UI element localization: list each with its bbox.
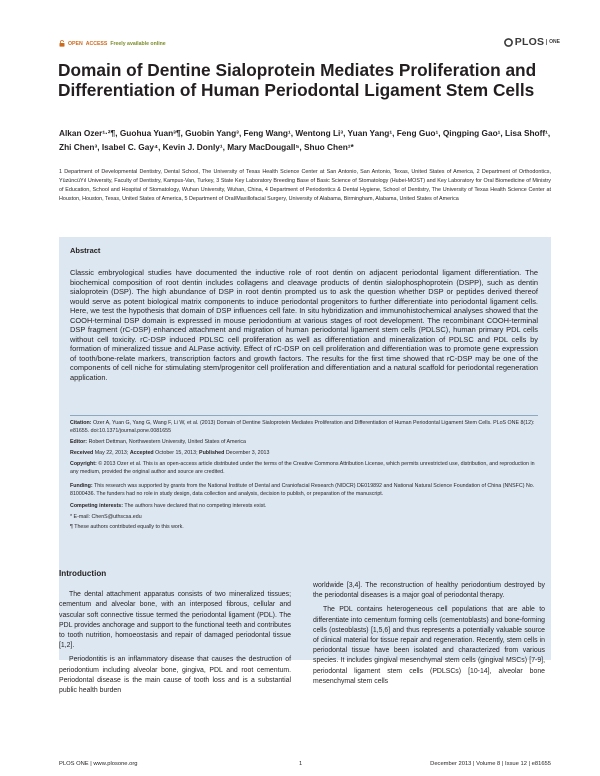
intro-paragraph-3: worldwide [3,4]. The reconstruction of healthy periodontium destroyed by the periodontal diseases is a major goal of periodontal therapy. (313, 582, 545, 600)
freely-available-label: Freely available online (110, 40, 166, 47)
copyright-line (70, 461, 538, 477)
article-title: Domain of Dentine Sialoprotein Mediates Proliferation and Differentiation of Human Periodontal Ligament Stem Cells (58, 60, 537, 100)
one-wordmark: ONE (546, 39, 560, 45)
access-label: ACCESS (85, 40, 108, 47)
open-label: OPEN (68, 40, 83, 47)
published-date: December 3, 2013 (225, 450, 270, 456)
author-list: Alkan Ozer¹·²¶, Guohua Yuan³¶, Guobin Yang³, Feng Wang¹, Wentong Li³, Yuan Yang¹, Feng Guo¹, Qingping Gao¹, Lisa Shoff¹, Zhi Chen³, Isabel C. Gay⁴, Kevin J. Donly¹, Mary MacDougall⁵, Shuo Chen¹* (59, 128, 551, 152)
page-number: 1 (299, 761, 303, 767)
plos-one-logo[interactable] (504, 36, 560, 48)
published-label: Published (199, 450, 225, 456)
intro-paragraph-4: The PDL contains heterogeneous cell populations that are able to differentiate into cementum forming cells (cementoblasts) and bone-forming cells (osteoblasts) [1,5,6] and thus represents a potentially valuable source of clinical material for tissue repair and regeneration. Recently, stem cells in periodontal tissue have been isolated and characterized from various species. It includes gingival mesenchymal stem cells (gingival MSCs) [7-9], periodontal ligament stem cells (PDLSCs) [10-14], alveolar bone mesenchymal stem cells (313, 606, 545, 685)
editor-text: Robert Dettman, Northwestern University, United States of America (88, 439, 246, 445)
body-column-right (313, 581, 545, 691)
editor-line (70, 439, 538, 447)
accepted-label: Accepted (129, 450, 154, 456)
abstract-divider (70, 415, 538, 416)
open-access-badge[interactable] (59, 40, 166, 47)
received-label: Received (70, 450, 94, 456)
citation-text: Ozer A, Yuan G, Yang G, Wang F, Li W, et al. (2013) Domain of Dentine Sialoprotein Mediates Proliferation and Differentiation of Human Periodontal Ligament Stem Cells. PLoS ONE 8(12): e81655. doi:10.1371/journal.pone.0081655 (70, 420, 535, 434)
email-link[interactable]: ChenS@uthscsa.edu (91, 514, 142, 520)
abstract-text: Classic embryological studies have documented the inductive role of root dentin on adjacent periodontal ligament differentiation. The biochemical composition of root dentin includes collagens and cleavage products of dentin sialophosphoprotein (DSPP), such as dentin sialoprotein (DSP). The high abundance of DSP in root dentin prompted us to ask the question whether DSP or peptides derived thereof would serve as potent biological matrix components to induce periodontal progenitors to further differentiate into periodontal ligament cells. Here, we test the hypothesis that domain of DSP influences cell fate. In situ hybridization and immunohistochemical analyses showed that the COOH-terminal DSP domain is expressed in mouse periodontium at various stages of root development. The recombinant COOH-terminal DSP fragment (rC-DSP) enhanced attachment and migration of human periodontal ligament stem cells (PDLSC), human primary PDL cells without cell toxicity. rC-DSP induced PDLSC cell proliferation as well as differentiation and mineralization of PDLSC and PDL cells by formation of mineralized tissue and ALPase activity. Effect of rC-DSP on cell proliferation and differentiation was to promote gene expression of tooth/bone-relate markers, transcription factors and growth factors. The results for the first time showed that rC-DSP may be one of the components of cell niche for stimulating stem/progenitor cell proliferation and differentiation and a natural scaffold for periodontal regeneration application. (70, 268, 538, 382)
abstract-heading: Abstract (70, 246, 101, 255)
citation-line (70, 420, 538, 436)
footer-issue: December 2013 | Volume 8 | Issue 12 | e81655 (430, 761, 551, 767)
funding-text: This research was supported by grants from the National Institute of Dental and Craniofacial Research (NIDCR) DE019892 and National Natural Science Foundation of China (NNSFC) No. 81000436. The funders had no role in study design, data collection and analysis, decision to publish, or preparation of the manuscript. (70, 483, 535, 497)
funding-label: Funding: (70, 483, 93, 489)
competing-interests-line (70, 503, 538, 511)
dates-line (70, 450, 538, 458)
plos-logo-icon (504, 38, 513, 47)
equal-contribution-note: ¶ These authors contributed equally to this work. (70, 524, 184, 530)
citation-label: Citation: (70, 420, 92, 426)
intro-paragraph-2: Periodontitis is an inflammatory disease that causes the destruction of periodontium including alveolar bone, gingiva, PDL and root cementum. Periodontal disease is the main cause of tooth loss and is a substantial public health burden (59, 656, 291, 695)
footer-journal[interactable]: PLOS ONE | www.plosone.org (59, 761, 138, 767)
journal-header (59, 36, 560, 50)
competing-text: The authors have declared that no competing interests exist. (124, 503, 267, 509)
copyright-text: © 2013 Ozer et al. This is an open-access article distributed under the terms of the Creative Commons Attribution License, which permits unrestricted use, distribution, and reproduction in any medium, provided the original author and source are credited. (70, 461, 535, 475)
accepted-date: October 15, 2013; (155, 450, 198, 456)
competing-label: Competing interests: (70, 503, 123, 509)
open-lock-icon (59, 40, 65, 47)
affiliations: 1 Department of Developmental Dentistry, Dental School, The University of Texas Health Science Center at San Antonio, San Antonio, Texas, United States of America, 2 Department of Orthodontics, YüzüncüYıl University, Faculty of Dentistry, Kampus-Van, Turkey, 3 State Key Laboratory Breeding Base of Basic Science of Stomatology (Hubei-MOST) and Key Laboratory for Oral Biomedicine of Ministry of Education, School and Hospital of Stomatology, Wuhan University, Wuhan, China, 4 Department of Periodontics & Dental Hygiene, School of Dentistry, The University of Texas Health Science Center at Houston, Houston, Texas, United States of America, 5 Department of Oral/Maxillofacial Surgery, University of Alabama, Birmingham, Alabama, United States of America (59, 169, 551, 202)
received-date: May 22, 2013; (94, 450, 129, 456)
plos-wordmark: PLOS (514, 36, 545, 48)
funding-line (70, 483, 538, 499)
copyright-label: Copyright: (70, 461, 97, 467)
email-line (70, 514, 538, 522)
editor-label: Editor: (70, 439, 88, 445)
email-label: * E-mail: (70, 514, 91, 520)
introduction-heading: Introduction (59, 569, 107, 578)
intro-paragraph-1: The dental attachment apparatus consists of two mineralized tissues; cementum and alveolar bone, with an interposed fibrous, cellular and vascular soft connective tissue termed the periodontal ligament (PDL). The PDL provides anchorage and support to the functional teeth and contributes to tooth nutrition, homoeostasis and repair of damaged periodontal tissue [1,2]. (59, 591, 291, 650)
body-column-left (59, 569, 291, 700)
